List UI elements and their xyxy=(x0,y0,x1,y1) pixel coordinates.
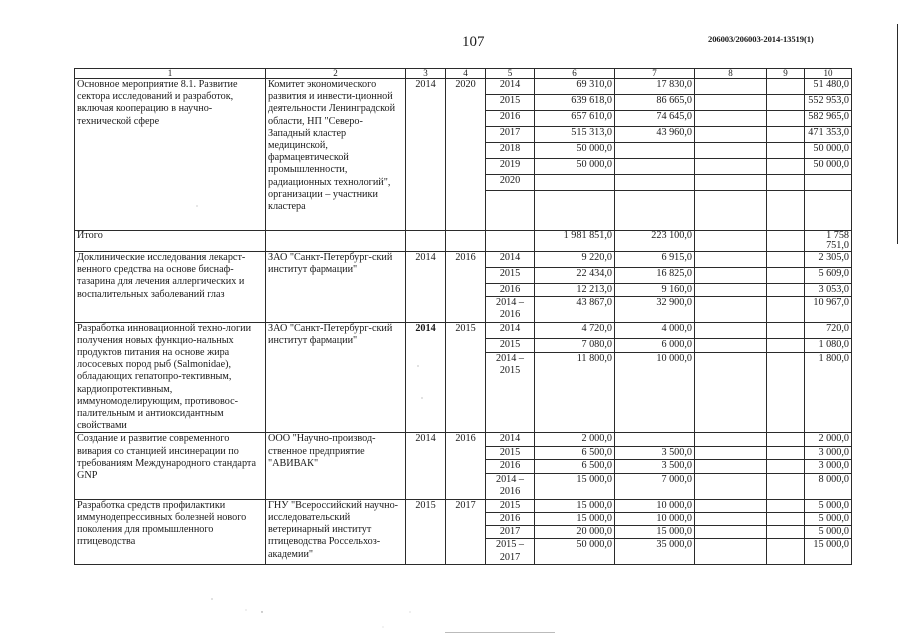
funding-year: 2018 xyxy=(486,143,535,159)
table-row xyxy=(75,252,852,268)
column-8-amount xyxy=(695,297,767,322)
column-header: 4 xyxy=(446,69,486,79)
column-header: 3 xyxy=(406,69,446,79)
column-7-amount: 9 160,0 xyxy=(615,284,695,297)
total-amount: 15 000,0 xyxy=(535,473,615,499)
start-year: 2014 xyxy=(406,79,446,231)
empty-cell xyxy=(767,231,805,252)
total-amount: 6 500,0 xyxy=(535,459,615,473)
activity-name: Разработка средств профилактики иммунодепрессивных болезней нового поколения для промышленного птицеводства xyxy=(75,499,266,565)
funding-year: 2016 xyxy=(486,459,535,473)
column-7-amount: 6 915,0 xyxy=(615,252,695,268)
column-9-amount xyxy=(767,79,805,95)
column-9-amount xyxy=(767,127,805,143)
column-9-amount xyxy=(767,159,805,175)
funding-year: 2017 xyxy=(486,127,535,143)
total-amount: 12 213,0 xyxy=(535,284,615,297)
activity-name: Основное мероприятие 8.1. Развитие сектора исследований и разработок, включая кооперацию в научно-технической сфере xyxy=(75,79,266,231)
document-id: 206003/206003-2014-13519(1) xyxy=(708,34,814,44)
column-7-amount: 3 500,0 xyxy=(615,446,695,459)
column-7-amount xyxy=(615,159,695,175)
scan-bottom-line xyxy=(445,632,555,633)
empty-cell xyxy=(695,231,767,252)
total-amount: 69 310,0 xyxy=(535,79,615,95)
column-7-amount xyxy=(615,433,695,446)
total-amount: 9 220,0 xyxy=(535,252,615,268)
funding-year: 2015 xyxy=(486,499,535,512)
column-9-amount xyxy=(767,111,805,127)
column-9-amount xyxy=(767,446,805,459)
column-8-amount xyxy=(695,159,767,175)
table-row xyxy=(75,499,852,512)
column-8-amount xyxy=(695,513,767,526)
column-10-amount: 15 000,0 xyxy=(805,539,852,565)
column-7-amount: 86 665,0 xyxy=(615,95,695,111)
column-9-amount xyxy=(767,252,805,268)
total-amount: 22 434,0 xyxy=(535,268,615,284)
activity-name: Доклинические исследования лекарст-венного средства на основе биснаф-тазарина для лечения аллергических и воспалительных заболеваний глаз xyxy=(75,252,266,323)
column-7-amount: 17 830,0 xyxy=(615,79,695,95)
column-8-amount xyxy=(695,175,767,191)
funding-year: 2014 xyxy=(486,322,535,338)
total-amount: 15 000,0 xyxy=(535,499,615,512)
column-header: 5 xyxy=(486,69,535,79)
column-9-amount xyxy=(767,473,805,499)
total-amount: 6 500,0 xyxy=(535,446,615,459)
column-9-amount xyxy=(767,459,805,473)
column-7-amount: 10 000,0 xyxy=(615,499,695,512)
total-amount: 50 000,0 xyxy=(535,159,615,175)
end-year: 2015 xyxy=(446,322,486,433)
column-10-amount: 5 000,0 xyxy=(805,499,852,512)
funding-year: 2015 xyxy=(486,446,535,459)
column-7-amount: 10 000,0 xyxy=(615,513,695,526)
column-number-row xyxy=(75,69,852,79)
column-7-amount: 32 900,0 xyxy=(615,297,695,322)
column-10-amount: 10 967,0 xyxy=(805,297,852,322)
column-9-amount xyxy=(767,513,805,526)
column-8-amount xyxy=(695,446,767,459)
column-10-amount: 552 953,0 xyxy=(805,95,852,111)
empty-cell xyxy=(695,191,767,231)
column-9-amount xyxy=(767,433,805,446)
column-8-amount xyxy=(695,79,767,95)
total-amount: 43 867,0 xyxy=(535,297,615,322)
empty-cell xyxy=(805,191,852,231)
table-row xyxy=(75,433,852,446)
column-10-amount: 3 000,0 xyxy=(805,459,852,473)
column-8-amount xyxy=(695,252,767,268)
empty-cell xyxy=(486,231,535,252)
column-10-amount: 50 000,0 xyxy=(805,159,852,175)
column-7-amount: 10 000,0 xyxy=(615,352,695,433)
column-8-amount xyxy=(695,473,767,499)
column-8-amount xyxy=(695,284,767,297)
empty-cell xyxy=(486,191,535,231)
column-8-amount xyxy=(695,499,767,512)
column-header: 6 xyxy=(535,69,615,79)
start-year: 2015 xyxy=(406,499,446,565)
funding-year: 2015 xyxy=(486,95,535,111)
column-header: 8 xyxy=(695,69,767,79)
column-7-amount: 6 000,0 xyxy=(615,338,695,352)
column-8-amount xyxy=(695,143,767,159)
total-amount: 657 610,0 xyxy=(535,111,615,127)
activity-executor: ЗАО "Санкт-Петербург-ский институт фармации" xyxy=(266,252,406,323)
funding-year: 2019 xyxy=(486,159,535,175)
end-year: 2020 xyxy=(446,79,486,231)
funding-year: 2020 xyxy=(486,175,535,191)
column-10-amount: 3 053,0 xyxy=(805,284,852,297)
column-10-amount: 471 353,0 xyxy=(805,127,852,143)
column-header: 1 xyxy=(75,69,266,79)
total-amount: 7 080,0 xyxy=(535,338,615,352)
column-8-amount xyxy=(695,433,767,446)
column-10-amount: 1 080,0 xyxy=(805,338,852,352)
column-10-amount: 1 758 751,0 xyxy=(805,231,852,252)
column-9-amount xyxy=(767,352,805,433)
column-8-amount xyxy=(695,459,767,473)
column-7-amount: 16 825,0 xyxy=(615,268,695,284)
total-amount: 1 981 851,0 xyxy=(535,231,615,252)
table-row xyxy=(75,79,852,95)
empty-cell xyxy=(535,191,615,231)
funding-table xyxy=(74,68,852,565)
total-amount: 4 720,0 xyxy=(535,322,615,338)
empty-cell xyxy=(446,231,486,252)
funding-year: 2014 – 2016 xyxy=(486,473,535,499)
total-amount: 15 000,0 xyxy=(535,513,615,526)
column-10-amount: 50 000,0 xyxy=(805,143,852,159)
column-8-amount xyxy=(695,539,767,565)
column-10-amount: 51 480,0 xyxy=(805,79,852,95)
total-row xyxy=(75,231,852,252)
funding-year: 2014 xyxy=(486,433,535,446)
end-year: 2017 xyxy=(446,499,486,565)
funding-year: 2016 xyxy=(486,111,535,127)
funding-year: 2015 – 2017 xyxy=(486,539,535,565)
empty-cell xyxy=(406,231,446,252)
column-10-amount: 8 000,0 xyxy=(805,473,852,499)
column-10-amount: 1 800,0 xyxy=(805,352,852,433)
funding-year: 2014 – 2015 xyxy=(486,352,535,433)
column-9-amount xyxy=(767,526,805,539)
column-7-amount: 4 000,0 xyxy=(615,322,695,338)
empty-cell xyxy=(615,191,695,231)
column-10-amount: 5 000,0 xyxy=(805,513,852,526)
column-7-amount: 7 000,0 xyxy=(615,473,695,499)
funding-year: 2014 – 2016 xyxy=(486,297,535,322)
column-10-amount: 3 000,0 xyxy=(805,446,852,459)
column-8-amount xyxy=(695,352,767,433)
activity-name: Создание и развитие современного вивария со станцией инсинерации по требованиям Международного стандарта GNP xyxy=(75,433,266,499)
column-9-amount xyxy=(767,338,805,352)
column-10-amount: 582 965,0 xyxy=(805,111,852,127)
column-8-amount xyxy=(695,95,767,111)
total-amount xyxy=(535,175,615,191)
activity-executor: ГНУ "Всероссийский научно-исследовательский ветеринарный институт птицеводства Россельхоз-академии" xyxy=(266,499,406,565)
empty-cell xyxy=(767,191,805,231)
total-amount: 50 000,0 xyxy=(535,143,615,159)
activity-name: Разработка инновационной техно-логии получения новых функцио-нальных продуктов питания на основе жира лососевых пород рыб (Salmonidae), обладающих гепатопро-тективным, кардиопротективным, иммуномоделирующим, противовос-палительным и антиоксидантным свойствами xyxy=(75,322,266,433)
total-amount: 11 800,0 xyxy=(535,352,615,433)
column-8-amount xyxy=(695,127,767,143)
column-7-amount xyxy=(615,143,695,159)
funding-year: 2014 xyxy=(486,252,535,268)
funding-year: 2015 xyxy=(486,268,535,284)
column-7-amount: 3 500,0 xyxy=(615,459,695,473)
start-year: 2014 xyxy=(406,433,446,499)
column-7-amount: 223 100,0 xyxy=(615,231,695,252)
total-label: Итого xyxy=(75,231,266,252)
column-9-amount xyxy=(767,539,805,565)
column-9-amount xyxy=(767,499,805,512)
funding-year: 2015 xyxy=(486,338,535,352)
total-amount: 20 000,0 xyxy=(535,526,615,539)
column-10-amount xyxy=(805,175,852,191)
funding-year: 2014 xyxy=(486,79,535,95)
column-10-amount: 720,0 xyxy=(805,322,852,338)
activity-executor: Комитет экономического развития и инвести-ционной деятельности Ленинградской области, НП "Северо-Западный кластер медицинской, фармацевтической промышленности, радиационных технологий", организации – участники кластера xyxy=(266,79,406,231)
total-amount: 515 313,0 xyxy=(535,127,615,143)
column-10-amount: 5 000,0 xyxy=(805,526,852,539)
column-9-amount xyxy=(767,322,805,338)
total-amount: 639 618,0 xyxy=(535,95,615,111)
column-7-amount: 35 000,0 xyxy=(615,539,695,565)
column-header: 7 xyxy=(615,69,695,79)
column-header: 2 xyxy=(266,69,406,79)
column-10-amount: 2 305,0 xyxy=(805,252,852,268)
end-year: 2016 xyxy=(446,252,486,323)
column-8-amount xyxy=(695,322,767,338)
start-year: 2014 xyxy=(406,252,446,323)
column-7-amount: 74 645,0 xyxy=(615,111,695,127)
funding-year: 2016 xyxy=(486,513,535,526)
funding-year: 2017 xyxy=(486,526,535,539)
funding-year: 2016 xyxy=(486,284,535,297)
column-10-amount: 2 000,0 xyxy=(805,433,852,446)
total-amount: 2 000,0 xyxy=(535,433,615,446)
column-8-amount xyxy=(695,338,767,352)
total-amount: 50 000,0 xyxy=(535,539,615,565)
empty-cell xyxy=(266,231,406,252)
column-9-amount xyxy=(767,268,805,284)
column-9-amount xyxy=(767,175,805,191)
table-row xyxy=(75,322,852,338)
column-7-amount: 43 960,0 xyxy=(615,127,695,143)
column-7-amount: 15 000,0 xyxy=(615,526,695,539)
column-9-amount xyxy=(767,95,805,111)
column-9-amount xyxy=(767,297,805,322)
column-9-amount xyxy=(767,284,805,297)
activity-executor: ЗАО "Санкт-Петербург-ский институт фармации" xyxy=(266,322,406,433)
column-8-amount xyxy=(695,268,767,284)
column-7-amount xyxy=(615,175,695,191)
column-8-amount xyxy=(695,526,767,539)
column-10-amount: 5 609,0 xyxy=(805,268,852,284)
column-header: 9 xyxy=(767,69,805,79)
end-year: 2016 xyxy=(446,433,486,499)
activity-executor: ООО "Научно-производ-ственное предприятие "АВИВАК" xyxy=(266,433,406,499)
column-header: 10 xyxy=(805,69,852,79)
page-number: 107 xyxy=(462,34,485,50)
scan-edge-mark xyxy=(897,24,898,244)
column-8-amount xyxy=(695,111,767,127)
column-9-amount xyxy=(767,143,805,159)
start-year: 2014 xyxy=(406,322,446,433)
